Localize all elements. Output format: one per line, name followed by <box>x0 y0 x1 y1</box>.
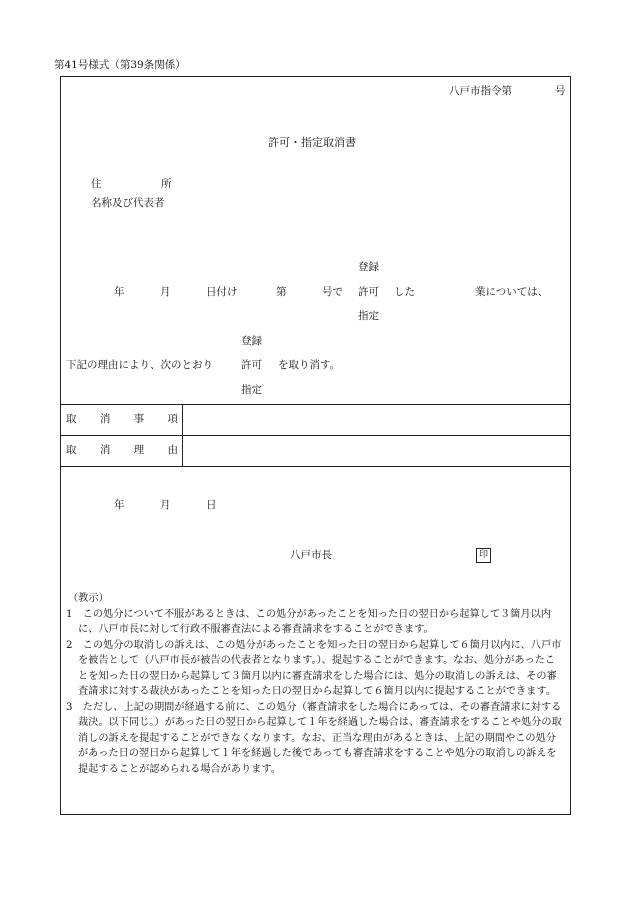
notice-item-3: 3 ただし、上記の期間が経過する前に、この処分（審査請求をした場合にあっては、その審査請求に対する裁決。以下同じ。）があった日の翌日から起算して１年を経過した場合は、審査請求をすることや処分の取消しの訴えを提起することができなくなります。なお、正当な理由があるときは、上記の期間やこの処分があった日の翌日から起算して１年を経過した後であっても審査請求をすることや処分の取消しの訴えを提起することが認められる場合があります。 <box>66 701 562 775</box>
date-line-year: 年 <box>114 286 125 298</box>
revoke-register: 登録 <box>241 335 262 347</box>
doc-number-suffix: 号 <box>555 85 566 97</box>
notice-heading: （教示） <box>68 593 109 604</box>
row-divider-middle <box>60 435 571 436</box>
issue-day: 日 <box>206 499 217 511</box>
revoke-permit: 許可 <box>241 359 262 371</box>
date-line-month: 月 <box>160 286 171 298</box>
row-label-reason: 取 消 理 由 <box>66 444 178 456</box>
doc-number-prefix: 八戸市指令第 <box>449 85 512 97</box>
date-line-go: 号で <box>322 286 343 298</box>
page-title: 許可・指定取消書 <box>268 136 356 149</box>
date-line-permit: 許可 <box>358 286 379 298</box>
mayor-title: 八戸市長 <box>290 549 332 561</box>
notice-item-2: 2 この処分の取消しの訴えは、この処分があったことを知った日の翌日から起算して６箇月以内に、八戸市を被告として（八戸市長が被告の代表者となります。）、提起することができます。なお、処分があったことを知った日の翌日から起算して３箇月以内に審査請求をした場合には、処分の取消しの訴えは、その審査請求に対する裁決があったことを知った日の翌日から起算して６箇月以内に提起することができます。 <box>66 639 562 697</box>
name-label: 名称及び代表者 <box>91 197 165 209</box>
date-line-shita: した <box>394 286 415 298</box>
form-label: 第41号様式（第39条関係） <box>54 59 186 71</box>
notice-item-1: 1 この処分について不服があるときは、この処分があったことを知った日の翌日から起算して３箇月以内に、八戸市長に対して行政不服審査法による審査請求をすることができます。 <box>66 608 551 635</box>
date-line-gyo: 業については、 <box>475 286 549 298</box>
row-divider-top <box>60 404 571 405</box>
date-line-no: 第 <box>276 286 287 298</box>
row-column-divider <box>182 404 183 466</box>
revoke-designate: 指定 <box>241 384 262 396</box>
reason-field[interactable] <box>190 441 564 461</box>
date-line-register: 登録 <box>358 261 379 273</box>
date-line-designate: 指定 <box>358 310 379 322</box>
matter-field[interactable] <box>190 410 564 430</box>
notice-block <box>66 591 564 777</box>
row-divider-bottom <box>60 466 571 467</box>
row-label-matter: 取 消 事 項 <box>66 413 178 425</box>
address-label-1: 住 <box>91 178 102 190</box>
revoke-lead: 下記の理由により、次のとおり <box>66 359 213 371</box>
revoke-tail: を取り消す。 <box>278 359 341 371</box>
address-label-2: 所 <box>161 178 172 190</box>
date-line-day: 日付け <box>206 286 238 298</box>
issue-year: 年 <box>114 499 125 511</box>
seal-mark: 印 <box>476 548 491 563</box>
issue-month: 月 <box>160 499 171 511</box>
